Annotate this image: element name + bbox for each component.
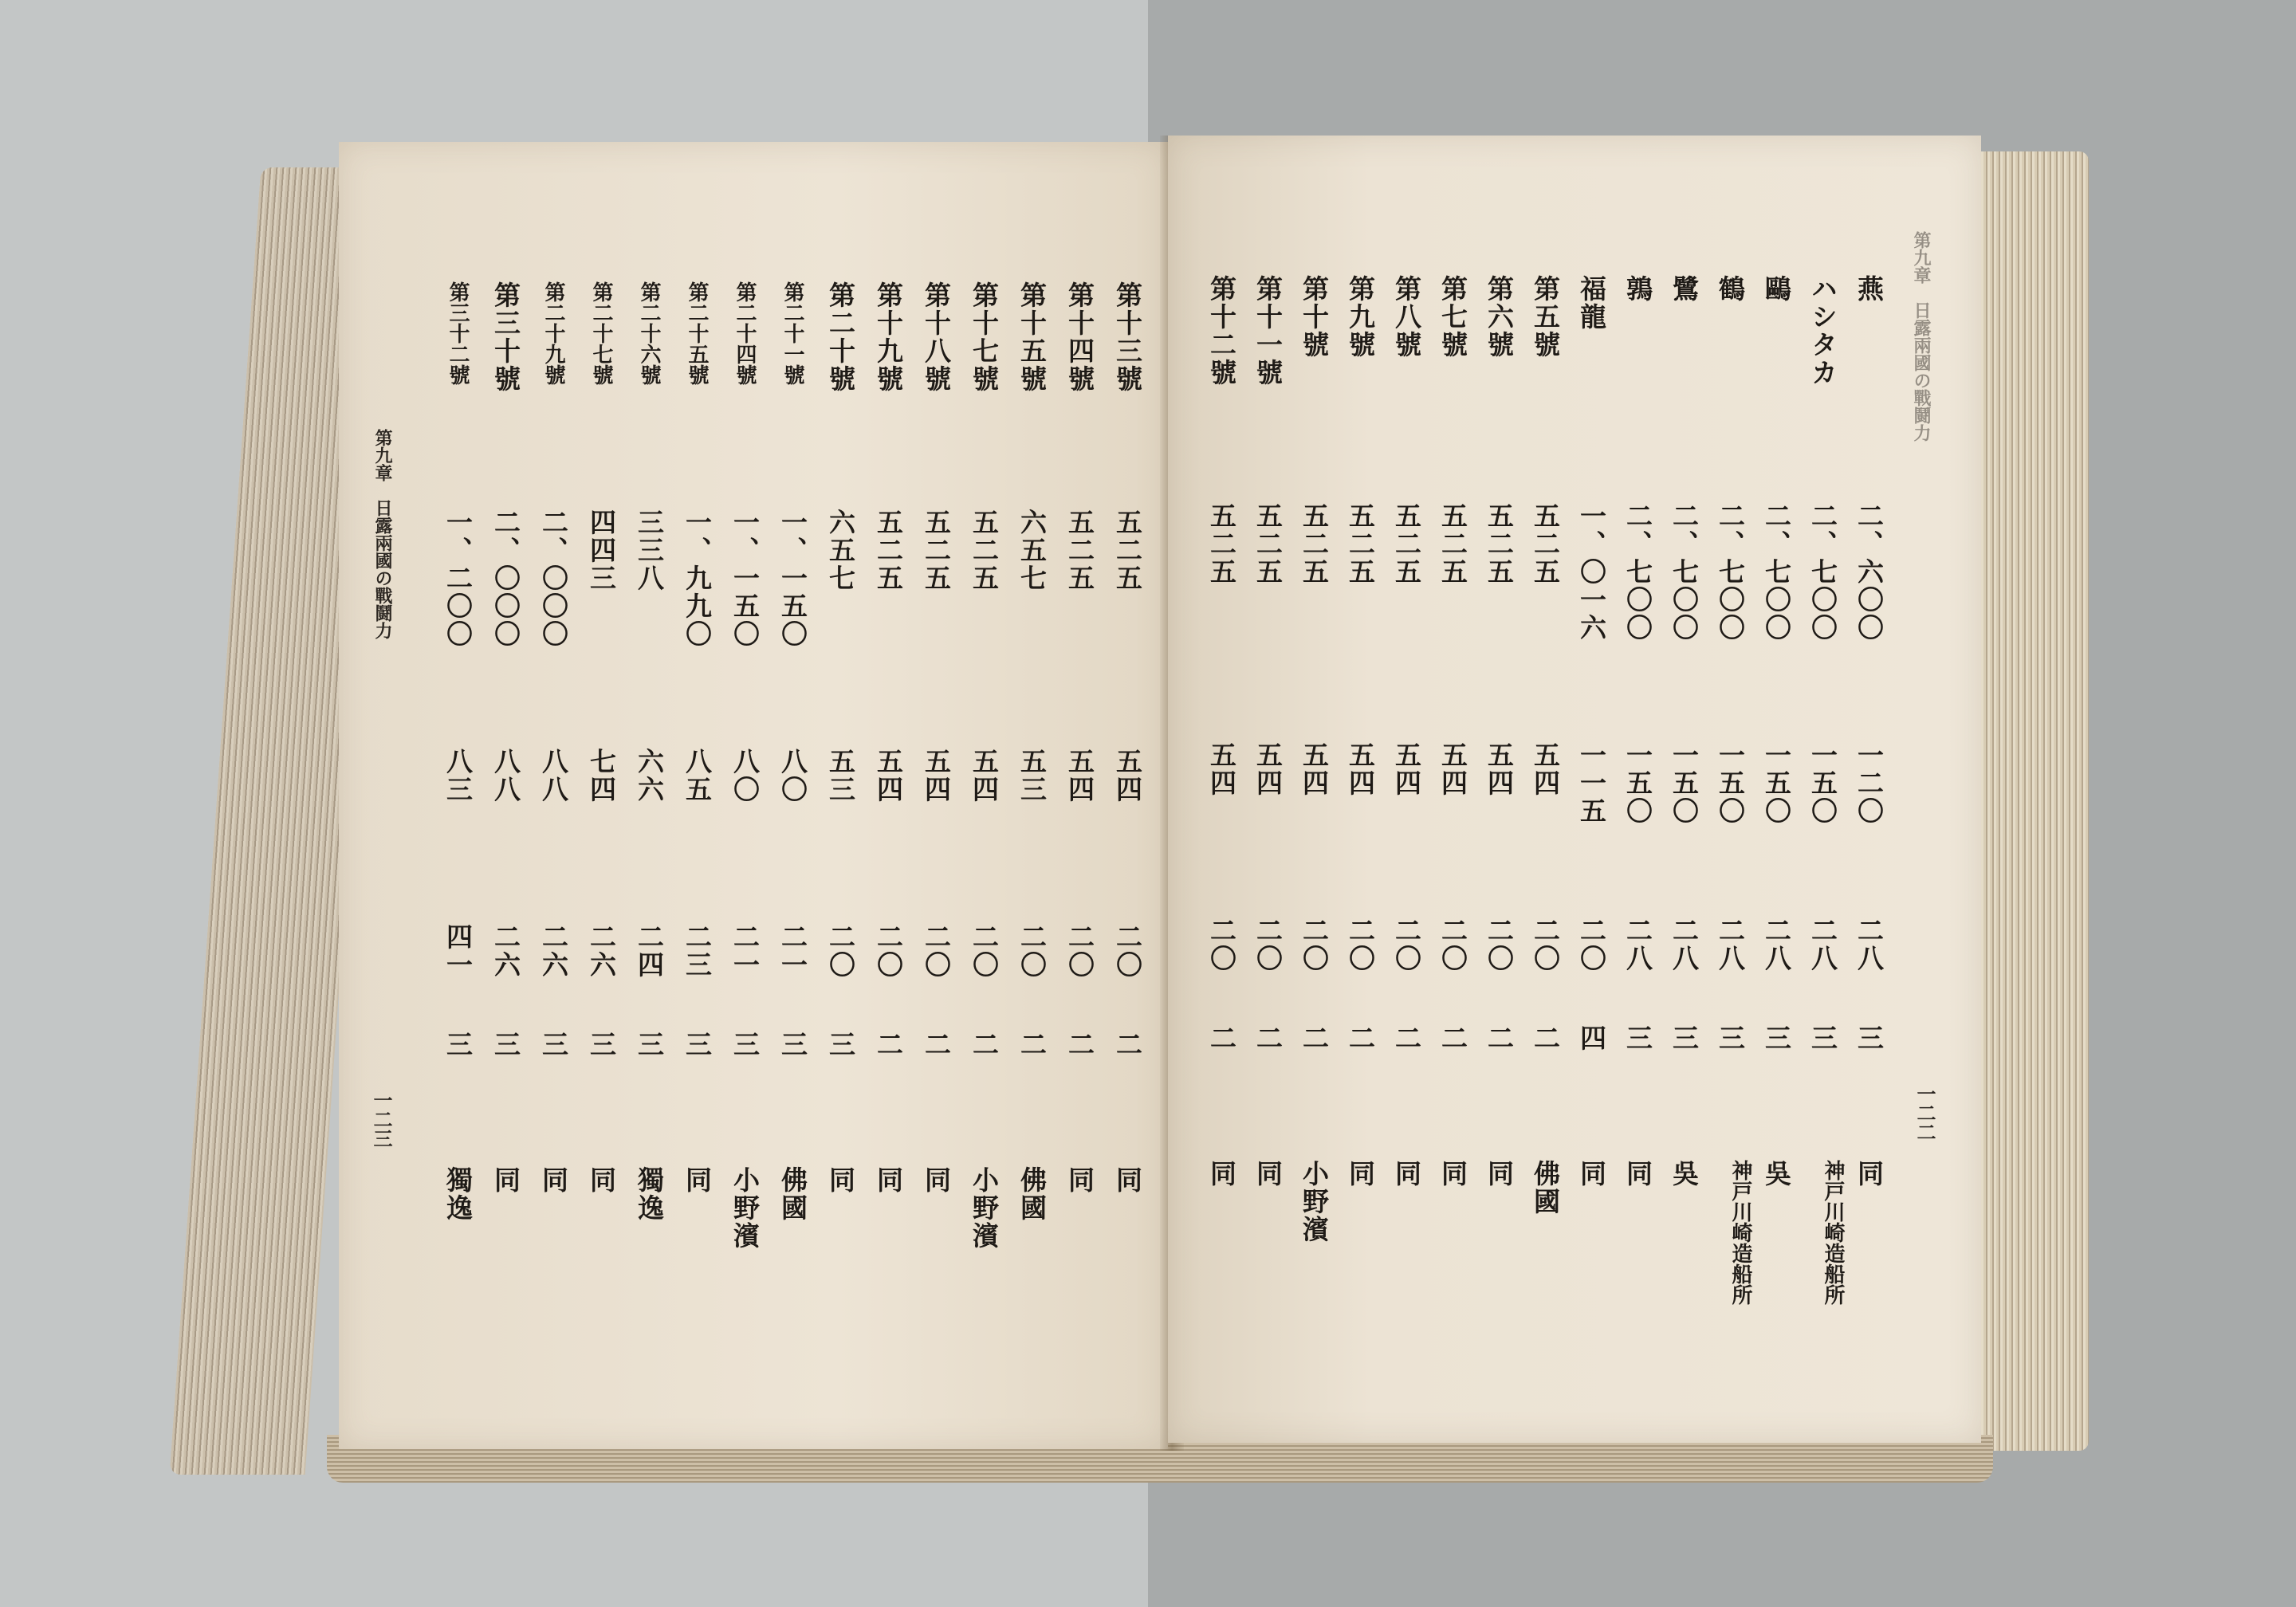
cell-a: 五二五 — [921, 509, 952, 592]
cell-name: 第二十七號 — [589, 281, 613, 385]
cell-e: 同 — [1576, 1160, 1607, 1188]
cell-e: 同 — [873, 1166, 904, 1194]
cell-d: 二 — [1252, 1024, 1284, 1052]
cell-c: 二八 — [1807, 917, 1838, 972]
table-row — [1570, 136, 1613, 1251]
cell-e: 小野濱 — [1299, 1160, 1330, 1244]
cell-name: 第十二號 — [1206, 275, 1237, 387]
table-row — [962, 142, 1005, 1258]
open-book — [215, 128, 2089, 1483]
cell-d: 三 — [825, 1031, 856, 1059]
table-row — [1616, 136, 1659, 1251]
cell-a: 一、〇一六 — [1576, 502, 1607, 642]
cell-b: 五四 — [1345, 741, 1376, 797]
cell-c: 二〇 — [1016, 923, 1048, 979]
cell-name: 鷗 — [1761, 275, 1792, 303]
cell-a: 二、七〇〇 — [1715, 502, 1746, 642]
table-row — [1339, 136, 1382, 1251]
cell-c: 二八 — [1761, 917, 1792, 972]
table-row — [1662, 136, 1705, 1251]
cell-b: 八〇 — [729, 748, 761, 804]
table-row — [1847, 136, 1890, 1251]
cell-e: 佛國 — [1016, 1166, 1048, 1222]
cell-e: 神戸川崎造船所 — [1728, 1160, 1752, 1305]
cell-b: 一二〇 — [1854, 741, 1885, 825]
cell-d: 二 — [873, 1031, 904, 1059]
cell-e: 同 — [921, 1166, 952, 1194]
table-row — [675, 142, 718, 1258]
cell-c: 二〇 — [825, 923, 856, 979]
cell-d: 三 — [777, 1031, 808, 1059]
cell-a: 五二五 — [1437, 502, 1468, 586]
cell-e: 獨逸 — [442, 1166, 474, 1222]
cell-c: 二八 — [1715, 917, 1746, 972]
cell-name: 第十五號 — [1016, 281, 1048, 393]
cell-c: 二六 — [586, 923, 617, 979]
cell-d: 二 — [1437, 1024, 1468, 1052]
cell-c: 二〇 — [1064, 923, 1095, 979]
left-page-number: 一二三 — [370, 1090, 393, 1148]
cell-a: 一、九九〇 — [682, 509, 713, 648]
cell-b: 一五〇 — [1669, 741, 1700, 825]
page-block-right-edge — [1977, 151, 2089, 1451]
cell-e: 同 — [1391, 1160, 1422, 1188]
cell-name: 第二十四號 — [733, 281, 757, 385]
cell-a: 二、七〇〇 — [1669, 502, 1700, 642]
cell-b: 一五〇 — [1715, 741, 1746, 825]
cell-name: 第九號 — [1345, 275, 1376, 359]
table-row — [1477, 136, 1520, 1251]
cell-d: 二 — [1484, 1024, 1515, 1052]
table-row — [580, 142, 623, 1258]
table-row — [1200, 136, 1243, 1251]
cell-a: 二、七〇〇 — [1807, 502, 1838, 642]
cell-name: 第七號 — [1437, 275, 1468, 359]
cell-c: 二〇 — [873, 923, 904, 979]
table-row — [1106, 142, 1149, 1258]
cell-a: 二、七〇〇 — [1761, 502, 1792, 642]
cell-name: 第二十五號 — [685, 281, 709, 385]
cell-e: 同 — [1854, 1160, 1885, 1188]
cell-b: 五四 — [1252, 741, 1284, 797]
cell-c: 二〇 — [1576, 917, 1607, 972]
cell-d: 三 — [586, 1031, 617, 1059]
cell-d: 二 — [1391, 1024, 1422, 1052]
cell-c: 二〇 — [969, 923, 1000, 979]
cell-d: 二 — [1064, 1031, 1095, 1059]
cell-name: 鶉 — [1622, 275, 1653, 303]
cell-d: 三 — [538, 1031, 569, 1059]
cell-a: 六五七 — [1016, 509, 1048, 592]
cell-a: 五二五 — [1064, 509, 1095, 592]
cell-c: 四一 — [442, 923, 474, 979]
cell-a: 五二五 — [969, 509, 1000, 592]
cell-name: 第十號 — [1299, 275, 1330, 359]
table-row — [723, 142, 766, 1258]
table-row — [1246, 136, 1289, 1251]
cell-b: 五四 — [1206, 741, 1237, 797]
cell-b: 八八 — [538, 748, 569, 804]
cell-b: 八八 — [490, 748, 521, 804]
cell-d: 三 — [634, 1031, 665, 1059]
cell-d: 二 — [1299, 1024, 1330, 1052]
cell-e: 同 — [1206, 1160, 1237, 1188]
cell-b: 七四 — [586, 748, 617, 804]
cell-a: 五二五 — [1530, 502, 1561, 586]
cell-a: 五二五 — [1206, 502, 1237, 586]
cell-a: 三三八 — [634, 509, 665, 592]
cell-b: 一一五 — [1576, 741, 1607, 825]
table-row — [436, 142, 479, 1258]
cell-a: 一、一五〇 — [777, 509, 808, 648]
cell-a: 二、七〇〇 — [1622, 502, 1653, 642]
cell-name: ハシタカ — [1807, 275, 1838, 387]
table-row — [1801, 136, 1845, 1305]
cell-e: 小野濱 — [969, 1166, 1000, 1250]
cell-name: 第二十號 — [825, 281, 856, 393]
cell-e: 同 — [490, 1166, 521, 1194]
cell-a: 五二五 — [1299, 502, 1330, 586]
table-row — [1523, 136, 1567, 1251]
table-row — [1755, 136, 1798, 1251]
cell-e: 同 — [1437, 1160, 1468, 1188]
cell-c: 二〇 — [1206, 917, 1237, 972]
cell-e: 吳 — [1669, 1160, 1700, 1188]
cell-e: 佛國 — [777, 1166, 808, 1222]
table-row — [914, 142, 957, 1258]
cell-d: 三 — [490, 1031, 521, 1059]
cell-b: 五四 — [1299, 741, 1330, 797]
cell-e: 同 — [1622, 1160, 1653, 1188]
cell-d: 三 — [1761, 1024, 1792, 1052]
cell-a: 五二五 — [1391, 502, 1422, 586]
table-row — [867, 142, 910, 1258]
table-row — [1058, 142, 1101, 1258]
cell-b: 五四 — [1530, 741, 1561, 797]
cell-c: 二六 — [538, 923, 569, 979]
cell-c: 二八 — [1854, 917, 1885, 972]
cell-e: 佛國 — [1530, 1160, 1561, 1216]
cell-c: 二〇 — [1299, 917, 1330, 972]
cell-e: 獨逸 — [634, 1166, 665, 1222]
cell-e: 同 — [586, 1166, 617, 1194]
cell-c: 二〇 — [1437, 917, 1468, 972]
cell-b: 六六 — [634, 748, 665, 804]
cell-c: 二〇 — [921, 923, 952, 979]
cell-name: 第二十九號 — [541, 281, 565, 385]
cell-c: 二一 — [729, 923, 761, 979]
table-row — [771, 142, 814, 1258]
table-row — [1385, 136, 1428, 1251]
cell-d: 二 — [969, 1031, 1000, 1059]
cell-a: 二、六〇〇 — [1854, 502, 1885, 642]
cell-name: 鶴 — [1715, 275, 1746, 303]
cell-d: 二 — [1112, 1031, 1143, 1059]
cell-a: 五二五 — [1112, 509, 1143, 592]
cell-c: 二三 — [682, 923, 713, 979]
cell-b: 八〇 — [777, 748, 808, 804]
cell-d: 三 — [1669, 1024, 1700, 1052]
cell-name: 第二十六號 — [637, 281, 661, 385]
table-row — [1292, 136, 1335, 1251]
cell-a: 五二五 — [873, 509, 904, 592]
cell-c: 二六 — [490, 923, 521, 979]
cell-b: 五四 — [873, 748, 904, 804]
cell-b: 八五 — [682, 748, 713, 804]
cell-name: 第十一號 — [1252, 275, 1284, 387]
cell-b: 五四 — [969, 748, 1000, 804]
cell-name: 第十三號 — [1112, 281, 1143, 393]
table-row — [1010, 142, 1053, 1258]
cell-c: 二四 — [634, 923, 665, 979]
cell-e: 小野濱 — [729, 1166, 761, 1250]
cell-c: 二八 — [1669, 917, 1700, 972]
table-row — [1431, 136, 1474, 1251]
cell-name: 第三十號 — [490, 281, 521, 393]
cell-c: 二八 — [1622, 917, 1653, 972]
cell-b: 五三 — [1016, 748, 1048, 804]
cell-name: 第二十一號 — [780, 281, 804, 385]
table-row — [1708, 136, 1752, 1305]
cell-d: 三 — [442, 1031, 474, 1059]
cell-a: 五二五 — [1252, 502, 1284, 586]
cell-name: 第十四號 — [1064, 281, 1095, 393]
cell-e: 同 — [682, 1166, 713, 1194]
cell-c: 二〇 — [1484, 917, 1515, 972]
cell-name: 鷺 — [1669, 275, 1700, 303]
cell-d: 三 — [1854, 1024, 1885, 1052]
cell-d: 三 — [682, 1031, 713, 1059]
cell-a: 五二五 — [1484, 502, 1515, 586]
cell-a: 二、〇〇〇 — [490, 509, 521, 648]
cell-d: 三 — [1715, 1024, 1746, 1052]
cell-d: 二 — [1345, 1024, 1376, 1052]
cell-d: 二 — [1206, 1024, 1237, 1052]
cell-c: 二〇 — [1391, 917, 1422, 972]
cell-d: 二 — [1530, 1024, 1561, 1052]
cell-a: 一、一五〇 — [729, 509, 761, 648]
cell-name: 福龍 — [1576, 275, 1607, 331]
cell-name: 第十八號 — [921, 281, 952, 393]
cell-a: 四四三 — [586, 509, 617, 592]
cell-d: 二 — [921, 1031, 952, 1059]
cell-e: 同 — [1484, 1160, 1515, 1188]
cell-a: 一、二〇〇 — [442, 509, 474, 648]
cell-d: 三 — [1622, 1024, 1653, 1052]
cell-a: 六五七 — [825, 509, 856, 592]
cell-name: 燕 — [1854, 275, 1885, 303]
left-page-header: 第九章 日露兩國の戰鬪力 — [372, 429, 393, 639]
cell-d: 三 — [729, 1031, 761, 1059]
left-page — [339, 142, 1168, 1449]
table-row — [627, 142, 670, 1258]
cell-e: 吳 — [1761, 1160, 1792, 1188]
cell-c: 二一 — [777, 923, 808, 979]
right-page-number: 一二二 — [1913, 1084, 1936, 1141]
cell-b: 五四 — [921, 748, 952, 804]
cell-a: 五二五 — [1345, 502, 1376, 586]
cell-name: 第六號 — [1484, 275, 1515, 359]
right-page-header: 第九章 日露兩國の戰鬪力 — [1911, 231, 1932, 442]
table-row — [819, 142, 862, 1258]
cell-name: 第三十二號 — [446, 281, 470, 385]
cell-d: 二 — [1016, 1031, 1048, 1059]
cell-d: 三 — [1807, 1024, 1838, 1052]
cell-a: 二、〇〇〇 — [538, 509, 569, 648]
cell-c: 二〇 — [1112, 923, 1143, 979]
cell-c: 二〇 — [1252, 917, 1284, 972]
cell-c: 二〇 — [1345, 917, 1376, 972]
cell-e: 同 — [1064, 1166, 1095, 1194]
cell-name: 第十七號 — [969, 281, 1000, 393]
right-page — [1168, 136, 1981, 1443]
cell-b: 五四 — [1064, 748, 1095, 804]
cell-b: 五三 — [825, 748, 856, 804]
cell-d: 四 — [1576, 1024, 1607, 1052]
table-row — [484, 142, 527, 1258]
cell-c: 二〇 — [1530, 917, 1561, 972]
cell-e: 同 — [1112, 1166, 1143, 1194]
cell-b: 五四 — [1437, 741, 1468, 797]
cell-e: 同 — [825, 1166, 856, 1194]
cell-b: 一五〇 — [1622, 741, 1653, 825]
cell-e: 同 — [1252, 1160, 1284, 1188]
cell-name: 第十九號 — [873, 281, 904, 393]
cell-b: 五四 — [1484, 741, 1515, 797]
cell-name: 第八號 — [1391, 275, 1422, 359]
cell-b: 五四 — [1391, 741, 1422, 797]
cell-b: 一五〇 — [1761, 741, 1792, 825]
cell-b: 八三 — [442, 748, 474, 804]
cell-e: 神戸川崎造船所 — [1821, 1160, 1845, 1305]
cell-b: 一五〇 — [1807, 741, 1838, 825]
cell-b: 五四 — [1112, 748, 1143, 804]
cell-name: 第五號 — [1530, 275, 1561, 359]
table-row — [532, 142, 575, 1258]
cell-e: 同 — [538, 1166, 569, 1194]
cell-e: 同 — [1345, 1160, 1376, 1188]
